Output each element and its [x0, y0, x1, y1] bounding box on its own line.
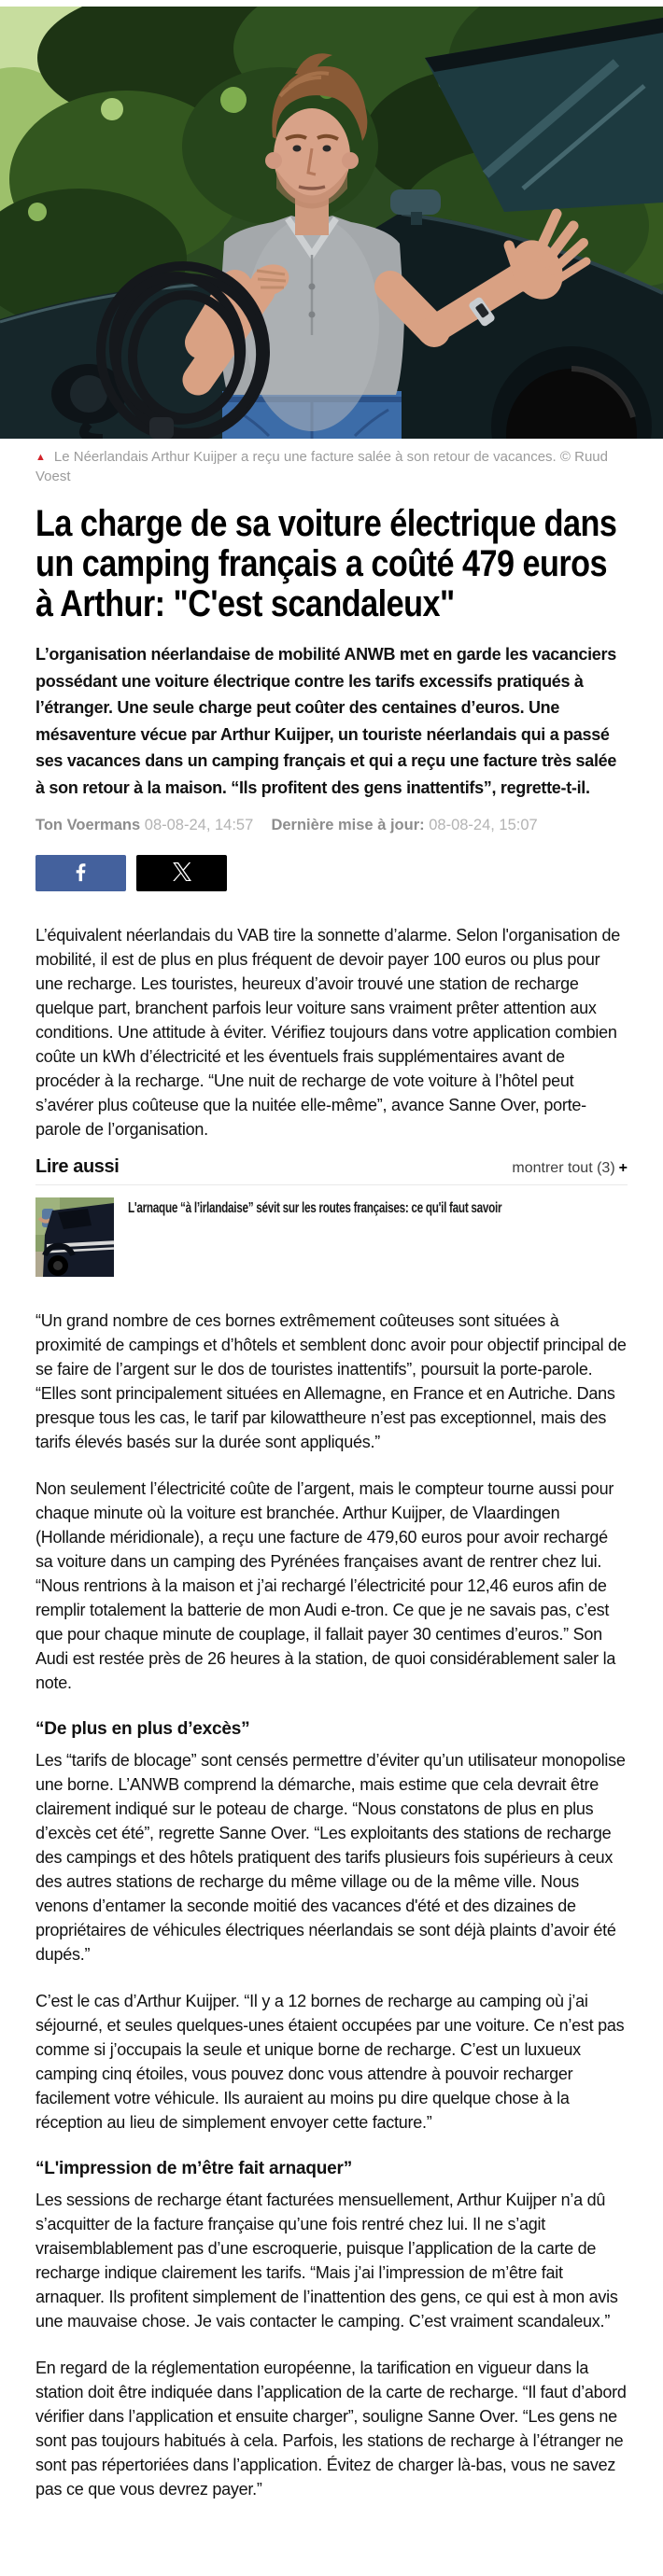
facebook-share-button[interactable] — [35, 855, 126, 891]
body-paragraph: L’équivalent néerlandais du VAB tire la sonnette d’alarme. Selon l'organisation de mobilité, il est de plus en plus fréquent de devoir payer 100 euros ou plus pour une recharge. Les touristes, heureux d’avoir trouvé une station de recharge quelque part, branchent parfois leur voiture sans vraiment prêter attention aux conditions. Une attitude à éviter. Vérifiez toujours dans votre application combien coûte un kWh d’électricité et les éventuels frais supplémentaires avant de procéder à la recharge. “Une nuit de recharge de vote voiture à l’hôtel peut s’avérer plus coûteuse que la nuitée elle-même”, avance Sanne Over, porte-parole de l’organisation. — [35, 926, 621, 1139]
article-headline: La charge de sa voiture électrique dans un camping français a coûté 479 euros à Arthur: "C'est scandaleux" — [35, 503, 617, 624]
section-heading: “De plus en plus d’excès” — [35, 1719, 250, 1739]
body-paragraph: “Un grand nombre de ces bornes extrêmement coûteuses sont situées à proximité de campings et d’hôtels et semblent donc avoir pour objectif principal de se faire de l’argent sur le dos de touristes inattentifs”, poursuit la porte-parole. “Elles sont principalement situées en Allemagne, en France et en Autriche. Dans presque tous les cas, le tarif par kilowattheure n’est pas exceptionnel, mais des tarifs élevés basés sur la durée sont appliqués.” — [35, 1311, 627, 1451]
body-paragraph: Les “tarifs de blocage” sont censés permettre d’éviter qu’un utilisateur monopolise une borne. L’ANWB comprend la démarche, mais estime que cela devrait être clairement indiqué sur le poteau de charge. “Nous constatons de plus en plus d’excès cet été”, regrette Sanne Over. “Les exploitants des stations de recharge des campings et des hôtels pratiquent des tarifs plusieurs fois supérieurs à ceux des autres stations de recharge du même village ou de la même ville. Nous venons d’entamer la seconde moitié des vacances d'été et des dizaines de propriétaires de véhicules électriques néerlandais se sont déjà plaints d’avoir été dupés.” — [35, 1751, 626, 1964]
photo-caption — [35, 448, 628, 485]
caption-text: Le Néerlandais Arthur Kuijper a reçu une facture salée à son retour de vacances. — [53, 449, 557, 465]
hero-photo — [0, 7, 663, 439]
x-share-button[interactable] — [136, 855, 227, 891]
article-body — [35, 1309, 628, 2501]
body-paragraph: En regard de la réglementation européenne, la tarification en vigueur dans la station doit être indiquée dans l’application de la carte de recharge. “Il faut d’abord vérifier dans l’application et ensuite charger”, souligne Sanne Over. “Les gens ne sont pas toujours habitués à cela. Parfois, les stations de recharge à l’étranger ne sont pas répertoriées dans l’application. Évitez de charger là-bas, vous ne savez pas ce que vous devrez payer.” — [35, 2359, 627, 2499]
updated-label: Dernière mise à jour: — [271, 817, 425, 833]
read-more-title: Lire aussi — [35, 1156, 120, 1177]
byline — [35, 817, 628, 834]
share-bar — [35, 855, 628, 891]
article-intro: L’organisation néerlandaise de mobilité ANWB met en garde les vacanciers possédant une voiture électrique contre les tarifs excessifs pratiqués à l’étranger. Une seule charge peut coûter des centaines d’euros. Une mésaventure vécue par Arthur Kuijper, un touriste néerlandais qui a passé ses vacances dans un camping français et qui a reçu une facture très salée à son retour à la maison. “Ils profitent des gens inattentifs”, regrette-t-il. — [35, 645, 617, 797]
read-more-section — [35, 1156, 628, 1277]
x-icon — [171, 861, 193, 886]
photo-credit: © Ruud Voest — [35, 449, 608, 484]
show-all-label: montrer tout (3) — [512, 1160, 615, 1176]
updated-date: 08-08-24, 15:07 — [429, 817, 538, 833]
body-paragraph: Non seulement l’électricité coûte de l’argent, mais le compteur tourne aussi pour chaque minute où la voiture est branchée. Arthur Kuijper, de Vlaardingen (Hollande méridionale), a reçu une facture de 479,60 euros pour avoir rechargé sa voiture dans un camping des Pyrénées françaises avant de rentrer chez lui. “Nous rentrions à la maison et j’ai rechargé l’électricité pour 12,46 euros afin de remplir totalement la batterie de mon Audi e-tron. Ce que je ne savais pas, c’est que pour chaque minute de couplage, il fallait payer 30 centimes d’euros.” Son Audi est restée près de 26 heures à la station, de quoi considérablement saler la note. — [35, 1479, 616, 1692]
read-more-header — [35, 1156, 628, 1185]
facebook-icon — [70, 861, 92, 886]
related-article[interactable] — [35, 1197, 628, 1277]
related-article-thumbnail — [35, 1197, 114, 1277]
plus-icon: + — [618, 1160, 628, 1176]
show-all-button[interactable] — [512, 1160, 628, 1177]
related-article-headline: L'arnaque “à l’irlandaise” sévit sur les routes françaises: ce qu'il faut savoir — [128, 1200, 502, 1216]
author-name: Ton Voermans — [35, 817, 141, 833]
publish-date: 08-08-24, 14:57 — [144, 817, 254, 833]
caption-triangle-icon: ▲ — [35, 452, 46, 463]
section-heading: “L'impression de m’être fait arnaquer” — [35, 2159, 353, 2178]
top-margin — [0, 0, 663, 7]
body-paragraph: C’est le cas d’Arthur Kuijper. “Il y a 12 bornes de recharge au camping où j’ai séjourné, et seules quelques-unes étaient occupées par une voiture. Ce n’est pas comme si j’occupais la seule et unique borne de recharge. C’est un luxueux camping cinq étoiles, vous pouvez donc vous attendre à pouvoir recharger facilement votre véhicule. Ils auraient au moins pu dire quelque chose à la réception au lieu de simplement envoyer cette facture.” — [35, 1992, 625, 2132]
body-paragraph: Les sessions de recharge étant facturées mensuellement, Arthur Kuijper n’a dû s’acquitter de la facture française qu’une fois rentré chez lui. Il ne s’agit vraisemblablement pas d’une escroquerie, puisque l’application de la carte de recharge indique clairement les tarifs. “Mais j’ai l’impression de m’être fait arnaquer. Ils profitent simplement de l’inattention des gens, ce qui est à mon avis une mauvaise chose. Je vais contacter le camping. C’est vraiment scandaleux.” — [35, 2191, 618, 2331]
